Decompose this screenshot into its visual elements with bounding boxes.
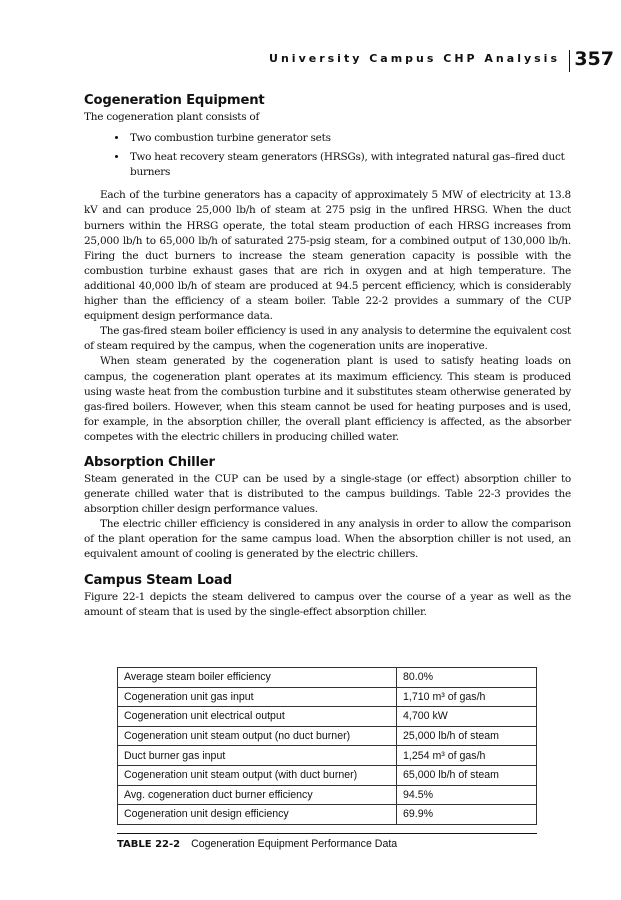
table-cell-label: Duct burner gas input [118, 746, 397, 766]
body-text [84, 92, 571, 620]
table-cell-label: Cogeneration unit steam output (with duct burner) [118, 765, 397, 785]
table-caption-text: Cogeneration Equipment Performance Data [191, 837, 398, 850]
table-cell-value: 69.9% [397, 805, 537, 825]
table-row [118, 785, 537, 805]
performance-table [117, 667, 537, 825]
table-row [118, 805, 537, 825]
equipment-list [84, 131, 571, 180]
table-cell-value: 1,254 m³ of gas/h [397, 746, 537, 766]
table-cell-value: 80.0% [397, 668, 537, 688]
table-row [118, 726, 537, 746]
list-item: • Two heat recovery steam generators (HRSGs), with integrated natural gas–fired duct burners [128, 150, 571, 180]
table-cell-value: 94.5% [397, 785, 537, 805]
table-cell-label: Average steam boiler efficiency [118, 668, 397, 688]
running-head: University Campus CHP Analysis [269, 52, 560, 65]
table-cell-value: 4,700 kW [397, 707, 537, 727]
performance-table-block [117, 667, 537, 850]
paragraph: The gas-fired steam boiler efficiency is used in any analysis to determine the equivalent cost of steam required by the campus, when the cogeneration units are inoperative. [84, 325, 571, 353]
header-divider [569, 50, 570, 72]
table-row [118, 707, 537, 727]
page-number: 357 [574, 48, 614, 70]
paragraph: The electric chiller efficiency is considered in any analysis in order to allow the comparison of the plant operation for the same campus load. When the absorption chiller is not used, an equivalent amount of cooling is generated by the electric chillers. [84, 518, 571, 561]
caption-divider [117, 833, 537, 834]
heading-campus-steam-load: Campus Steam Load [84, 572, 232, 588]
heading-absorption-chiller: Absorption Chiller [84, 454, 215, 470]
paragraph: Each of the turbine generators has a capacity of approximately 5 MW of electricity at 13.8 kV and can produce 25,000 lb/h of steam at 275 psig in the unfired HRSG. When the duct burners within the HRSG operate, the total steam production of each HRSG increases from 25,000 lb/h to 65,000 lb/h of saturated 275-psig steam, for a combined output of 130,000 lb/h. Firing the duct burners to increase the steam generation capacity is possible with the combustion turbine exhaust gases that are rich in oxygen and at high temperature. The additional 40,000 lb/h of steam are produced at 94.5 percent efficiency, which is considerably higher than the efficiency of a steam boiler. Table 22-2 provides a summary of the CUP equipment design performance data. [84, 189, 571, 323]
table-cell-label: Cogeneration unit gas input [118, 687, 397, 707]
list-item: • Two combustion turbine generator sets [128, 131, 571, 146]
paragraph: Figure 22-1 depicts the steam delivered to campus over the course of a year as well as the amount of steam that is used by the single-effect absorption chiller. [84, 590, 571, 618]
table-row [118, 765, 537, 785]
paragraph: Steam generated in the CUP can be used by a single-stage (or effect) absorption chiller to generate chilled water that is distributed to the campus buildings. Table 22-3 provides the absorption chiller design performance values. [84, 472, 571, 516]
table-cell-label: Cogeneration unit steam output (no duct burner) [118, 726, 397, 746]
table-caption [117, 838, 537, 850]
table-caption-label: TABLE 22-2 [117, 838, 181, 850]
table-cell-value: 65,000 lb/h of steam [397, 765, 537, 785]
table-cell-label: Cogeneration unit electrical output [118, 707, 397, 727]
table-cell-value: 1,710 m³ of gas/h [397, 687, 537, 707]
table-row [118, 746, 537, 766]
paragraph: When steam generated by the cogeneration plant is used to satisfy heating loads on campus, the cogeneration plant operates at its maximum efficiency. This steam is produced using waste heat from the combustion turbine and it substitutes steam otherwise generated by gas-fired boilers. However, when this steam cannot be used for heating purposes and is used, for example, in the absorption chiller, the overall plant efficiency is affected, as the absorber competes with the electric chillers in producing chilled water. [84, 355, 571, 443]
table-row [118, 668, 537, 688]
table-cell-value: 25,000 lb/h of steam [397, 726, 537, 746]
heading-cogeneration-equipment: Cogeneration Equipment [84, 93, 265, 108]
page-header [84, 50, 614, 74]
table-cell-label: Cogeneration unit design efficiency [118, 805, 397, 825]
cogen-intro: The cogeneration plant consists of [84, 111, 260, 123]
table-row [118, 687, 537, 707]
table-cell-label: Avg. cogeneration duct burner efficiency [118, 785, 397, 805]
